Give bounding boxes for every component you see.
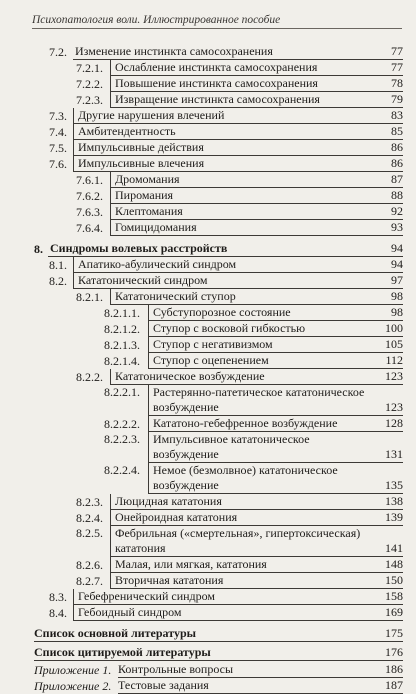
toc-entry-8-2-3[interactable] — [0, 494, 403, 510]
toc-entry-8-2-1-2[interactable] — [0, 321, 403, 337]
toc-entry-7-5[interactable] — [0, 140, 403, 156]
toc-title-continued: возбуждение — [153, 400, 219, 414]
toc-entry-7-2-3[interactable] — [0, 92, 403, 108]
toc-page: 87 — [391, 172, 403, 186]
toc-title: Кататоническое возбуждение — [115, 369, 265, 383]
toc-page: 128 — [385, 416, 403, 430]
toc-title: Изменение инстинкта самосохранения — [75, 44, 273, 58]
toc-entry-8-2-1[interactable] — [0, 289, 403, 305]
toc-entry-8-2-2-3[interactable] — [0, 432, 403, 463]
toc-page: 77 — [391, 44, 403, 58]
toc-title: Контрольные вопросы — [118, 662, 234, 676]
toc-entry-8-2-2-2[interactable] — [0, 416, 403, 432]
toc-page: 83 — [391, 108, 403, 122]
toc-number: 8. — [34, 242, 43, 256]
toc-page: 105 — [385, 337, 403, 351]
toc-title: Вторичная кататония — [115, 573, 224, 587]
toc-number: 8.2.1.1. — [104, 306, 140, 320]
toc-title: Немое (безмолвное) кататоническое — [153, 463, 338, 477]
toc-page: 94 — [391, 257, 403, 271]
toc-page: 158 — [385, 589, 403, 603]
toc-entry-8-2-4[interactable] — [0, 510, 403, 526]
toc-title: Гебефренический синдром — [78, 589, 216, 603]
toc-number: 7.2.3. — [76, 93, 103, 107]
toc-number: 7.2.2. — [76, 77, 103, 91]
toc-title-continued: кататония — [115, 541, 166, 555]
toc-page: 98 — [391, 289, 403, 303]
toc-number: 7.3. — [49, 109, 67, 123]
toc-entry-8-2-7[interactable] — [0, 573, 403, 589]
toc-entry-appendix-1[interactable] — [0, 662, 403, 678]
toc-title: Гебоидный синдром — [78, 605, 182, 619]
toc-page: 98 — [391, 305, 403, 319]
toc-page: 85 — [391, 124, 403, 138]
toc-entry-7-6-4[interactable] — [0, 220, 403, 236]
toc-number: 7.6. — [49, 157, 67, 171]
toc-entry-7-4[interactable] — [0, 124, 403, 140]
toc-page: 176 — [385, 645, 403, 659]
toc-number: 8.2.1.3. — [104, 338, 140, 352]
toc-title: Клептомания — [115, 204, 183, 218]
toc-entry-8-2-2[interactable] — [0, 369, 403, 385]
toc-title: Импульсивные влечения — [78, 156, 205, 170]
toc-title: Ступор с оцепенением — [153, 353, 269, 367]
toc-number: 8.2. — [49, 274, 67, 288]
toc-title: Апатико-абулический синдром — [78, 257, 237, 271]
toc-number: 8.2.2.4. — [104, 463, 140, 477]
toc-page: 135 — [385, 478, 403, 492]
toc-page: 187 — [385, 678, 403, 692]
toc-page: 131 — [385, 447, 403, 461]
toc-title: Импульсивные действия — [78, 140, 204, 154]
toc-title: Повышение инстинкта самосохранения — [115, 76, 318, 90]
toc-page: 141 — [385, 541, 403, 555]
toc-entry-8-2-2-4[interactable] — [0, 463, 403, 494]
toc-number: 7.6.3. — [76, 205, 103, 219]
toc-page: 86 — [391, 156, 403, 170]
toc-page: 186 — [385, 662, 403, 676]
toc-entry-7-2-1[interactable] — [0, 60, 403, 76]
toc-title: Ступор с восковой гибкостью — [153, 321, 306, 335]
toc-title: Другие нарушения влечений — [78, 108, 225, 122]
toc-title: Растерянно-патетическое кататоническое — [153, 385, 365, 399]
toc-entry-7-6-3[interactable] — [0, 204, 403, 220]
toc-number: 7.2.1. — [76, 61, 103, 75]
toc-title: Список цитируемой литературы — [34, 645, 211, 659]
toc-number: 7.4. — [49, 125, 67, 139]
toc-number: 8.2.2. — [76, 370, 103, 384]
toc-title: Онейроидная кататония — [115, 510, 238, 524]
toc-title: Фебрильная («смертельная», гипертоксическая) — [115, 526, 361, 540]
toc-number: 8.2.4. — [76, 511, 103, 525]
toc-number: 7.5. — [49, 141, 67, 155]
toc-page: 86 — [391, 140, 403, 154]
toc-title-continued: возбуждение — [153, 447, 219, 461]
toc-page: 112 — [385, 353, 403, 367]
toc-page: 78 — [391, 76, 403, 90]
toc-number: 8.2.2.2. — [104, 417, 140, 431]
toc-title: Субступорозное состояние — [153, 305, 291, 319]
toc-entry-8[interactable] — [0, 241, 403, 257]
toc-number: 7.2. — [49, 45, 67, 59]
toc-entry-7-6-2[interactable] — [0, 188, 403, 204]
toc-entry-8-2-1-3[interactable] — [0, 337, 403, 353]
toc-number: 8.2.5. — [76, 526, 103, 540]
toc-number: Приложение 2. — [34, 679, 112, 693]
toc-title: Люцидная кататония — [115, 494, 222, 508]
toc-title: Тестовые задания — [118, 678, 209, 692]
toc-entry-8-2-2-1[interactable] — [0, 385, 403, 416]
toc-page: 123 — [385, 400, 403, 414]
toc-title: Малая, или мягкая, кататония — [115, 557, 267, 571]
toc-title: Кататонический синдром — [78, 273, 208, 287]
toc-number: Приложение 1. — [34, 663, 112, 677]
toc-title: Кататоно-гебефренное возбуждение — [153, 416, 338, 430]
toc-entry-8-2-5[interactable] — [0, 526, 403, 557]
toc-page: 77 — [391, 60, 403, 74]
toc-entry-cited-literature[interactable] — [0, 645, 403, 661]
toc-page: 79 — [391, 92, 403, 106]
toc-title: Синдромы волевых расстройств — [50, 241, 228, 255]
toc-page: 100 — [385, 321, 403, 335]
toc-page: 93 — [391, 220, 403, 234]
toc-entry-8-2[interactable] — [0, 273, 403, 289]
toc-entry-8-2-1-4[interactable] — [0, 353, 403, 369]
toc-number: 8.2.6. — [76, 558, 103, 572]
toc-entry-7-3[interactable] — [0, 108, 403, 124]
toc-entry-7-6[interactable] — [0, 156, 403, 172]
toc-page: 123 — [385, 369, 403, 383]
toc-page: 97 — [391, 273, 403, 287]
toc-entry-7-2[interactable] — [0, 44, 403, 60]
toc-title: Дромомания — [115, 172, 180, 186]
toc-number: 8.2.1.2. — [104, 322, 140, 336]
toc-entry-8-2-6[interactable] — [0, 557, 403, 573]
toc-page: 94 — [391, 241, 403, 255]
toc-number: 8.2.3. — [76, 495, 103, 509]
toc-page: 139 — [385, 510, 403, 524]
toc-entry-7-2-2[interactable] — [0, 76, 403, 92]
toc-number: 7.6.4. — [76, 221, 103, 235]
toc-number: 8.2.2.3. — [104, 432, 140, 446]
toc-title: Извращение инстинкта самосохранения — [115, 92, 320, 106]
toc-page: 148 — [385, 557, 403, 571]
toc-page: 92 — [391, 204, 403, 218]
toc-title: Пиромания — [115, 188, 174, 202]
toc-entry-7-6-1[interactable] — [0, 172, 403, 188]
toc-title: Список основной литературы — [34, 626, 196, 640]
toc-number: 8.2.7. — [76, 574, 103, 588]
toc-number: 8.2.1. — [76, 290, 103, 304]
toc-entry-appendix-2[interactable] — [0, 678, 403, 694]
toc-number: 8.2.1.4. — [104, 354, 140, 368]
toc-number: 8.4. — [49, 606, 67, 620]
toc-number: 8.3. — [49, 590, 67, 604]
toc-entry-main-literature[interactable] — [0, 626, 403, 642]
toc-title: Ступор с негативизмом — [153, 337, 273, 351]
toc-number: 7.6.2. — [76, 189, 103, 203]
toc-page: 175 — [385, 626, 403, 640]
toc-entry-8-1[interactable] — [0, 257, 403, 273]
toc-title: Кататонический ступор — [115, 289, 236, 303]
toc-title: Ослабление инстинкта самосохранения — [115, 60, 318, 74]
toc-entry-8-4[interactable] — [0, 605, 403, 621]
toc-title: Гомицидомания — [115, 220, 197, 234]
running-header: Психопатология воли. Иллюстрированное пособие — [32, 14, 402, 29]
toc-number: 7.6.1. — [76, 173, 103, 187]
toc-entry-8-3[interactable] — [0, 589, 403, 605]
toc-entry-8-2-1-1[interactable] — [0, 305, 403, 321]
toc-page: 88 — [391, 188, 403, 202]
toc-number: 8.2.2.1. — [104, 385, 140, 399]
toc-page: 150 — [385, 573, 403, 587]
toc-page: 169 — [385, 605, 403, 619]
toc-title: Импульсивное кататоническое — [153, 432, 310, 446]
toc-title-continued: возбуждение — [153, 478, 219, 492]
toc-title: Амбитендентность — [78, 124, 176, 138]
toc-number: 8.1. — [49, 258, 67, 272]
toc-page: 138 — [385, 494, 403, 508]
